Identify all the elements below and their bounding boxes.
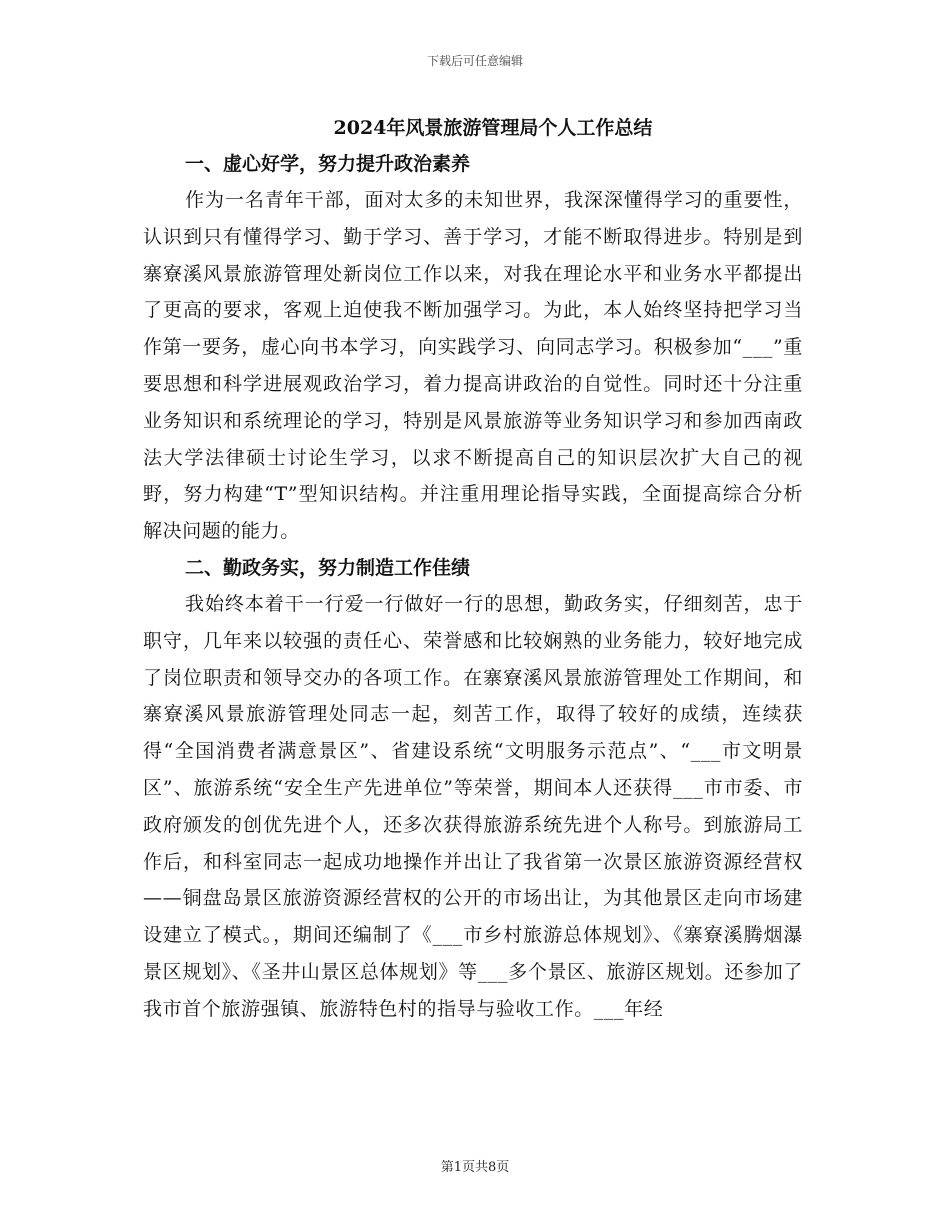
document-title: 2024年风景旅游管理局个人工作总结 (333, 117, 653, 139)
section-paragraph-1: 作为一名青年干部，面对太多的未知世界，我深深懂得学习的重要性，认识到只有懂得学习、勤于学习、善于学习，才能不断取得进步。特别是到寨寮溪风景旅游管理处新岗位工作以来，对我在理论水平和业务水平都提出了更高的要求，客观上迫使我不断加强学习。为此，本人始终坚持把学习当作第一要务，虚心向书本学习，向实践学习、向同志学习。积极参加“___”重要思想和科学进展观政治学习，着力提高讲政治的自觉性。同时还十分注重业务知识和系统理论的学习，特别是风景旅游等业务知识学习和参加西南政法大学法律硕士讨论生学习，以求不断提高自己的知识层次扩大自己的视野，努力构建“T”型知识结构。并注重用理论指导实践，全面提高综合分析解决问题的能力。 (143, 189, 803, 543)
header-note: 下载后可任意编辑 (426, 54, 523, 68)
section-heading-2: 二、勤政务实，努力制造工作佳绩 (185, 556, 471, 579)
section-paragraph-2: 我始终本着干一行爱一行做好一行的思想，勤政务实，仔细刻苦，忠于职守，几年来以较强的责任心、荣誉感和比较娴熟的业务能力，较好地完成了岗位职责和领导交办的各项工作。在寨寮溪风景旅游管理处工作期间，和寨寮溪风景旅游管理处同志一起，刻苦工作，取得了较好的成绩，连续获得“全国消费者满意景区”、省建设系统“文明服务示范点”、“___市文明景区”、旅游系统“安全生产先进单位”等荣誉，期间本人还获得___市市委、市政府颁发的创优先进个人，还多次获得旅游系统先进个人称号。到旅游局工作后，和科室同志一起成功地操作并出让了我省第一次景区旅游资源经营权——铜盘岛景区旅游资源经营权的公开的市场出让，为其他景区走向市场建设建立了模式。，期间还编制了《___市乡村旅游总体规划》、《寨寮溪腾烟瀑景区规划》、《圣井山景区总体规划》等___多个景区、旅游区规划。还参加了我市首个旅游强镇、旅游特色村的指导与验收工作。___年经 (143, 592, 803, 1020)
section-heading-1: 一、虚心好学，努力提升政治素养 (185, 153, 471, 175)
document-body (143, 110, 803, 1028)
page-footer: 第1页共8页 (440, 1160, 510, 1175)
